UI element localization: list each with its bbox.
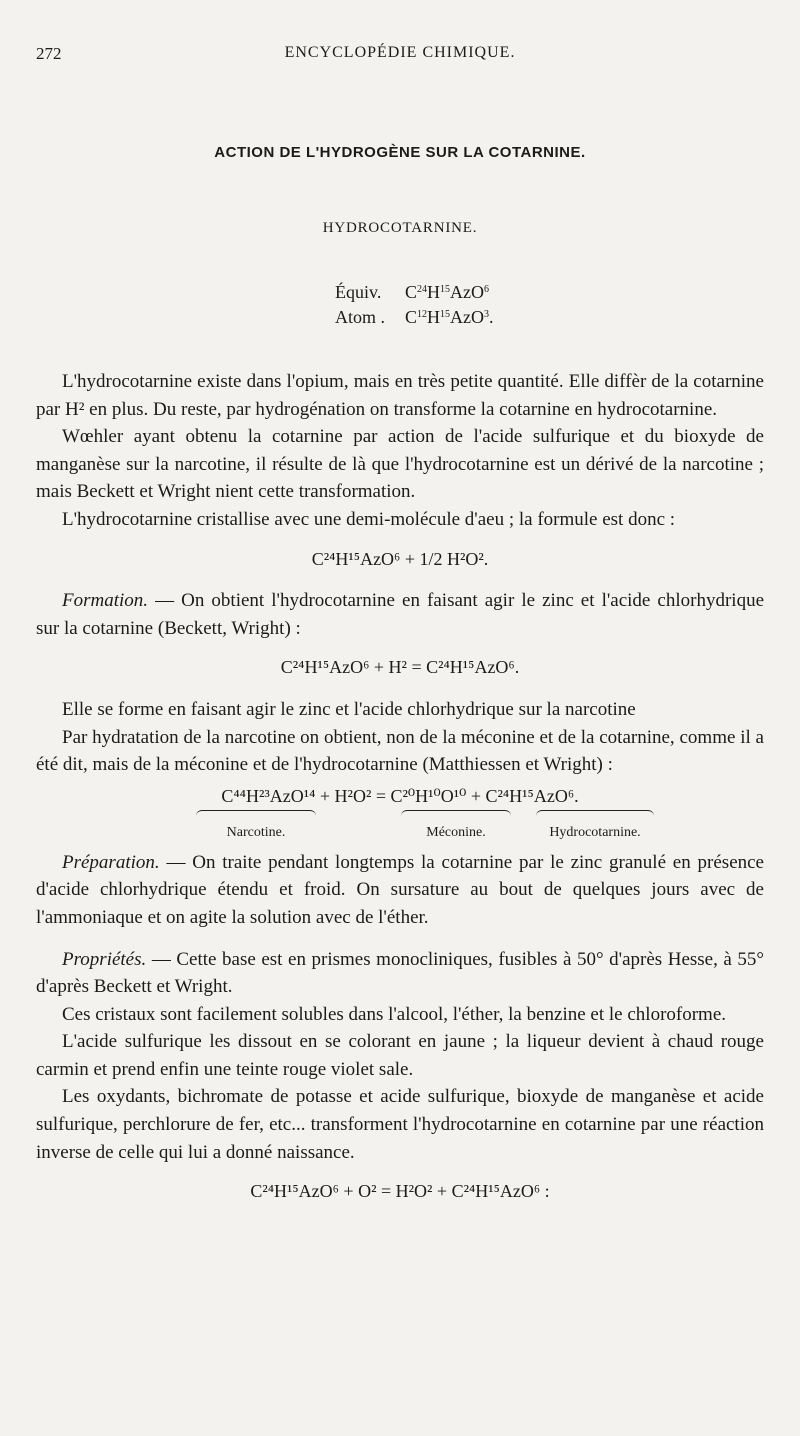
formula-oxidation: C²⁴H¹⁵AzO⁶ + O² = H²O² + C²⁴H¹⁵AzO⁶ : bbox=[250, 1181, 550, 1202]
label-narcotine: Narcotine. bbox=[226, 824, 286, 840]
label-hydrocotarnine: Hydrocotarnine. bbox=[549, 824, 641, 840]
lead-preparation: Préparation. bbox=[62, 851, 160, 873]
paragraph-formation: Formation. — On obtient l'hydrocotarnine en faisant agir le zinc et l'acide chlorhydrique sur la cotarnine (Beckett, Wright) : bbox=[36, 590, 764, 639]
paragraph: Les oxydants, bichromate de potasse et acide sulfurique, bioxyde de manganèse et acide sulfurique, perchlorure de fer, etc... transforment l'hydrocotarnine en cotarnine par une réaction inverse de celle qui lui a donné naissance. bbox=[36, 1086, 764, 1163]
formula-atom: Atom . $C^{12}H^{15}AzO^3$. bbox=[335, 307, 494, 327]
label-meconine: Méconine. bbox=[426, 824, 486, 840]
chapter-title: ACTION DE L'HYDROGÈNE SUR LA COTARNINE. bbox=[214, 144, 586, 161]
running-head: ENCYCLOPÉDIE CHIMIQUE. bbox=[284, 44, 516, 61]
paragraph: L'acide sulfurique les dissout en se colorant en jaune ; la liqueur devient à chaud rouge carmin et prend enfin une teinte rouge violet sale. bbox=[36, 1031, 764, 1080]
paragraph: L'hydrocotarnine cristallise avec une demi-molécule d'aeu ; la formule est donc : bbox=[62, 508, 676, 530]
equation-line: C⁴⁴H²³AzO¹⁴ + H²O² = C²⁰H¹⁰O¹⁰ + C²⁴H¹⁵AzO⁶. bbox=[221, 785, 579, 806]
body-text bbox=[36, 368, 764, 1220]
lead-proprietes: Propriétés. bbox=[62, 948, 147, 970]
page-number: 272 bbox=[36, 44, 62, 63]
formula-hydrate: C²⁴H¹⁵AzO⁶ + 1/2 H²O². bbox=[311, 548, 489, 569]
paragraph: L'hydrocotarnine existe dans l'opium, mais en très petite quantité. Elle diffèr de la cotarnine par H² en plus. Du reste, par hydrogénation on transforme la cotarnine en hydrocotarnine. bbox=[36, 371, 764, 420]
page-header bbox=[36, 44, 764, 68]
paragraph-proprietes: Propriétés. — Cette base est en prismes monocliniques, fusibles à 50° d'après Hesse, à 55° d'après Beckett et Wright. bbox=[36, 948, 764, 998]
paragraph: Elle se forme en faisant agir le zinc et l'acide chlorhydrique sur la narcotine bbox=[62, 698, 636, 720]
paragraph: Par hydratation de la narcotine on obtient, non de la méconine et de la cotarnine, comme il a été dit, mais de la méconine et de l'hydrocotarnine (Matthiessen et Wright) : bbox=[36, 726, 764, 776]
brace bbox=[196, 810, 316, 819]
lead-formation: Formation. bbox=[62, 590, 149, 612]
formula-formation: C²⁴H¹⁵AzO⁶ + H² = C²⁴H¹⁵AzO⁶. bbox=[280, 657, 520, 678]
paragraph: Ces cristaux sont facilement solubles dans l'alcool, l'éther, la benzine et le chloroforme. bbox=[62, 1003, 727, 1025]
brace bbox=[536, 810, 654, 819]
brace bbox=[401, 810, 511, 819]
paragraph: Wœhler ayant obtenu la cotarnine par action de l'acide sulfurique et du bioxyde de manganèse sur la narcotine, il résulte de là que l'hydrocotarnine est un dérivé de la narcotine ; mais Beckett et Wright nient cette transformation. bbox=[36, 426, 764, 503]
section-title: HYDROCOTARNINE. bbox=[322, 220, 478, 236]
paragraph-preparation: Préparation. — On traite pendant longtemps la cotarnine par le zinc granulé en présence d'acide chlorhydrique étendu et froid. On sursature au bout de quelques jours avec de l'ammoniaque et on agite la solution avec de l'éther. bbox=[36, 851, 764, 928]
equation-hydration bbox=[36, 783, 764, 839]
formula-block bbox=[335, 280, 494, 330]
formula-equiv: Équiv. $C^{24}H^{15}AzO^6$ bbox=[335, 282, 490, 302]
